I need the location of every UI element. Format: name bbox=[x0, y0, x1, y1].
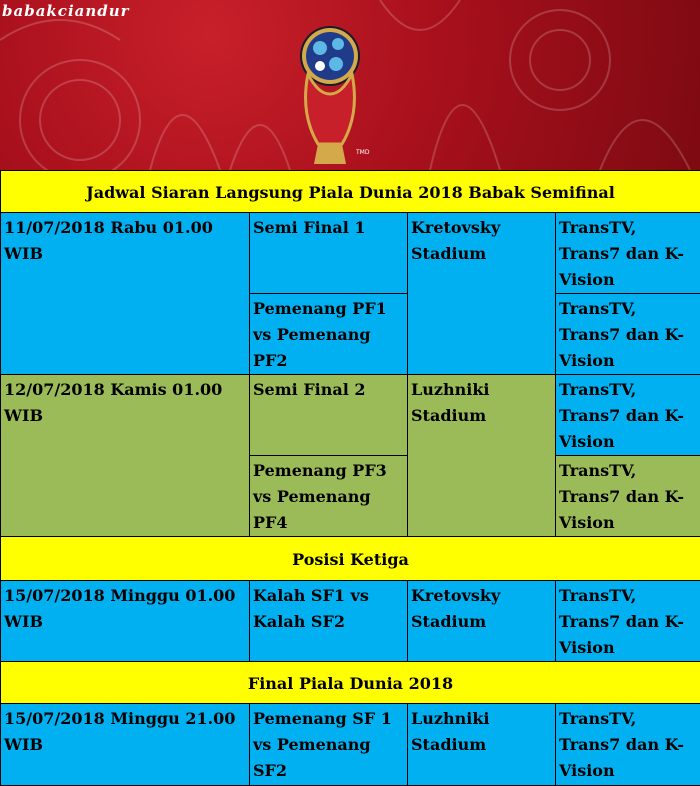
sf1-match-name: Semi Final 1 bbox=[250, 213, 408, 294]
third-place-match: Kalah SF1 vs Kalah SF2 bbox=[250, 581, 408, 662]
final-stadium: Luzhniki Stadium bbox=[408, 704, 556, 786]
sf2-tv-1: TransTV, Trans7 dan K-Vision bbox=[556, 375, 700, 456]
sf1-tv-2: TransTV, Trans7 dan K-Vision bbox=[556, 294, 700, 375]
sf2-match-detail: Pemenang PF3 vs Pemenang PF4 bbox=[250, 456, 408, 537]
third-place-date: 15/07/2018 Minggu 01.00 WIB bbox=[1, 581, 250, 662]
final-date: 15/07/2018 Minggu 21.00 WIB bbox=[1, 704, 250, 786]
sf1-match-detail: Pemenang PF1 vs Pemenang PF2 bbox=[250, 294, 408, 375]
world-cup-trophy-logo bbox=[290, 14, 370, 170]
sf2-stadium: Luzhniki Stadium bbox=[408, 375, 556, 537]
schedule-table bbox=[0, 170, 700, 786]
sf1-tv-1: TransTV, Trans7 dan K-Vision bbox=[556, 213, 700, 294]
final-match: Pemenang SF 1 vs Pemenang SF2 bbox=[250, 704, 408, 786]
sf1-date: 11/07/2018 Rabu 01.00 WIB bbox=[1, 213, 250, 375]
header-banner bbox=[0, 0, 700, 170]
sf1-stadium: Kretovsky Stadium bbox=[408, 213, 556, 375]
sf2-match-name: Semi Final 2 bbox=[250, 375, 408, 456]
third-place-heading: Posisi Ketiga bbox=[1, 537, 700, 581]
table-title: Jadwal Siaran Langsung Piala Dunia 2018 Babak Semifinal bbox=[1, 171, 700, 213]
third-place-stadium: Kretovsky Stadium bbox=[408, 581, 556, 662]
watermark-text: babakciandur bbox=[2, 2, 130, 20]
sf2-date: 12/07/2018 Kamis 01.00 WIB bbox=[1, 375, 250, 537]
third-place-tv: TransTV, Trans7 dan K-Vision bbox=[556, 581, 700, 662]
final-heading: Final Piala Dunia 2018 bbox=[1, 662, 700, 704]
final-tv: TransTV, Trans7 dan K-Vision bbox=[556, 704, 700, 786]
svg-text:TMD: TMD bbox=[355, 149, 370, 156]
sf2-tv-2: TransTV, Trans7 dan K-Vision bbox=[556, 456, 700, 537]
